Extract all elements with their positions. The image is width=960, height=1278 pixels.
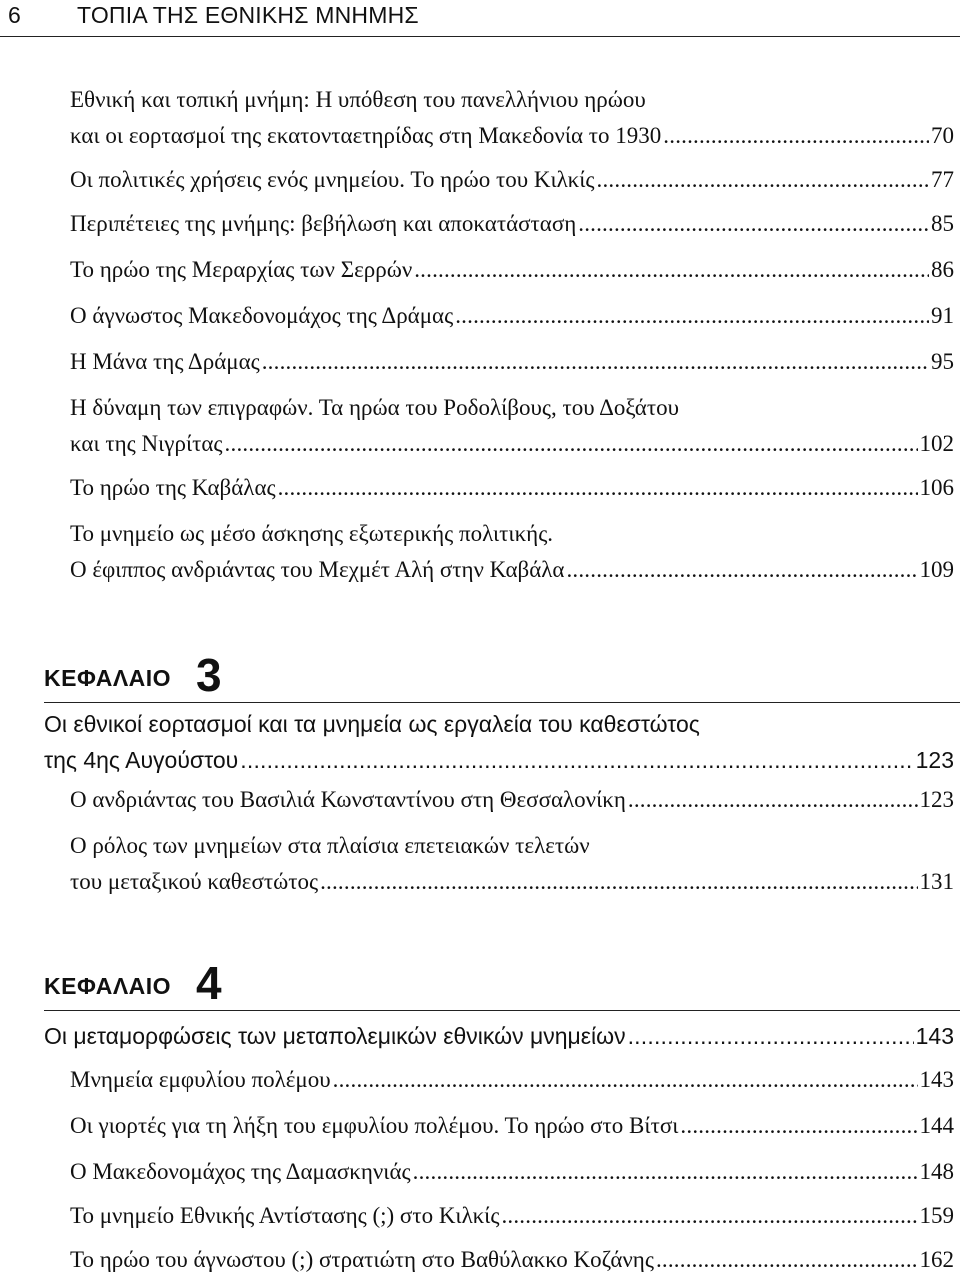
leader-dots xyxy=(413,1154,918,1190)
toc-entry xyxy=(70,298,954,334)
toc-entry xyxy=(70,1242,954,1278)
toc-entry-title: και της Νιγρίτας xyxy=(70,431,223,456)
page-number: 6 xyxy=(8,2,21,28)
toc-page-number: 123 xyxy=(919,787,954,812)
toc-entry-title: Ο Μακεδονομάχος της Δαμασκηνιάς xyxy=(70,1159,411,1184)
toc-entry-line: Το μνημείο ως μέσο άσκησης εξωτερικής πολιτικής. xyxy=(70,521,554,546)
leader-dots xyxy=(414,252,929,288)
running-title: ΤΟΠΙΑ ΤΗΣ ΕΘΝΙΚΗΣ ΜΝΗΜΗΣ xyxy=(77,2,419,28)
toc-entry-title: Οι πολιτικές χρήσεις ενός μνημείου. Το ηρώο του Κιλκίς xyxy=(70,167,595,192)
toc-entry-title: Το μνημείο Εθνικής Αντίστασης (;) στο Κιλκίς xyxy=(70,1203,500,1228)
toc-entry xyxy=(70,162,954,198)
chapter-label: ΚΕΦΑΛΑΙΟ xyxy=(44,973,172,999)
leader-dots xyxy=(656,1242,918,1278)
toc-page-number: 85 xyxy=(931,211,954,236)
toc-entry-title: Το ηρώο της Καβάλας xyxy=(70,475,276,500)
leader-dots xyxy=(240,742,913,778)
toc-entry-title: Το ηρώο του άγνωστου (;) στρατιώτη στο Βαθύλακκο Κοζάνης xyxy=(70,1247,654,1272)
toc-entry-line: Οι εθνικοί εορτασμοί και τα μνημεία ως εργαλεία του καθεστώτος xyxy=(44,711,700,737)
toc-entry-title: Περιπέτειες της μνήμης: βεβήλωση και αποκατάσταση xyxy=(70,211,577,236)
toc-entry-title: Οι μεταμορφώσεις των μεταπολεμικών εθνικών μνημείων xyxy=(44,1023,626,1049)
toc-entry xyxy=(70,390,954,462)
chapter-number: 4 xyxy=(196,957,222,1009)
toc-entry xyxy=(70,1108,954,1144)
toc-entry xyxy=(70,344,954,380)
toc-page-number: 102 xyxy=(919,431,954,456)
leader-dots xyxy=(578,206,929,242)
toc-entry xyxy=(70,1062,954,1098)
toc-entry xyxy=(70,828,954,900)
toc-page-number: 144 xyxy=(919,1113,954,1138)
leader-dots xyxy=(225,426,918,462)
toc-page-number: 77 xyxy=(931,167,954,192)
toc-page-number: 109 xyxy=(919,557,954,582)
toc-entry-title: Οι γιορτές για τη λήξη του εμφυλίου πολέμου. Το ηρώο στο Βίτσι xyxy=(70,1113,679,1138)
toc-entry-title: Η Μάνα της Δράμας xyxy=(70,349,260,374)
leader-dots xyxy=(680,1108,917,1144)
leader-dots xyxy=(501,1198,917,1234)
toc-entry-title: Ο έφιππος ανδριάντας του Μεχμέτ Αλή στην Καβάλα xyxy=(70,557,565,582)
chapter-heading xyxy=(44,640,960,703)
leader-dots xyxy=(628,1018,914,1054)
toc-entry xyxy=(70,1154,954,1190)
toc-entry-title: Ο ανδριάντας του Βασιλιά Κωνσταντίνου στη Θεσσαλονίκη xyxy=(70,787,626,812)
toc-entry-title: Το ηρώο της Μεραρχίας των Σερρών xyxy=(70,257,413,282)
running-header xyxy=(0,0,960,37)
chapter-heading xyxy=(44,948,960,1011)
toc-page-number: 148 xyxy=(919,1159,954,1184)
toc-page-number: 143 xyxy=(919,1067,954,1092)
chapter-title-entry xyxy=(44,1018,954,1054)
toc-entry xyxy=(70,470,954,506)
toc-page-number: 95 xyxy=(931,349,954,374)
toc-entry xyxy=(70,206,954,242)
toc-page-number: 106 xyxy=(919,475,954,500)
toc-page-number: 143 xyxy=(915,1023,954,1049)
toc-page-number: 131 xyxy=(919,869,954,894)
chapter-title-entry xyxy=(44,706,954,778)
toc-entry xyxy=(70,82,954,154)
leader-dots xyxy=(566,552,917,588)
toc-entry-title: Ο άγνωστος Μακεδονομάχος της Δράμας xyxy=(70,303,454,328)
toc-page-number: 123 xyxy=(915,747,954,773)
toc-page-number: 159 xyxy=(919,1203,954,1228)
toc-entry xyxy=(70,252,954,288)
toc-entry-title: της 4ης Αυγούστου xyxy=(44,747,239,773)
toc-entry xyxy=(70,782,954,818)
toc-page-number: 86 xyxy=(931,257,954,282)
toc-entry-line: Ο ρόλος των μνημείων στα πλαίσια επετειακών τελετών xyxy=(70,833,590,858)
chapter-number: 3 xyxy=(196,649,222,701)
toc-page-number: 70 xyxy=(931,123,954,148)
leader-dots xyxy=(628,782,918,818)
leader-dots xyxy=(455,298,929,334)
leader-dots xyxy=(597,162,929,198)
toc-page-number: 162 xyxy=(919,1247,954,1272)
leader-dots xyxy=(262,344,929,380)
toc-entry-title: και οι εορτασμοί της εκατονταετηρίδας στη Μακεδονία το 1930 xyxy=(70,123,662,148)
toc-entry xyxy=(70,1198,954,1234)
leader-dots xyxy=(333,1062,918,1098)
toc-page-number: 91 xyxy=(931,303,954,328)
leader-dots xyxy=(320,864,917,900)
toc-entry-line: Η δύναμη των επιγραφών. Τα ηρώα του Ροδολίβους, του Δοξάτου xyxy=(70,395,679,420)
toc-entry-line: Εθνική και τοπική μνήμη: Η υπόθεση του πανελλήνιου ηρώου xyxy=(70,87,646,112)
leader-dots xyxy=(278,470,918,506)
leader-dots xyxy=(663,118,929,154)
toc-entry-title: Μνημεία εμφυλίου πολέμου xyxy=(70,1067,331,1092)
toc-entry xyxy=(70,516,954,588)
toc-entry-title: του μεταξικού καθεστώτος xyxy=(70,869,319,894)
chapter-label: ΚΕΦΑΛΑΙΟ xyxy=(44,665,172,691)
